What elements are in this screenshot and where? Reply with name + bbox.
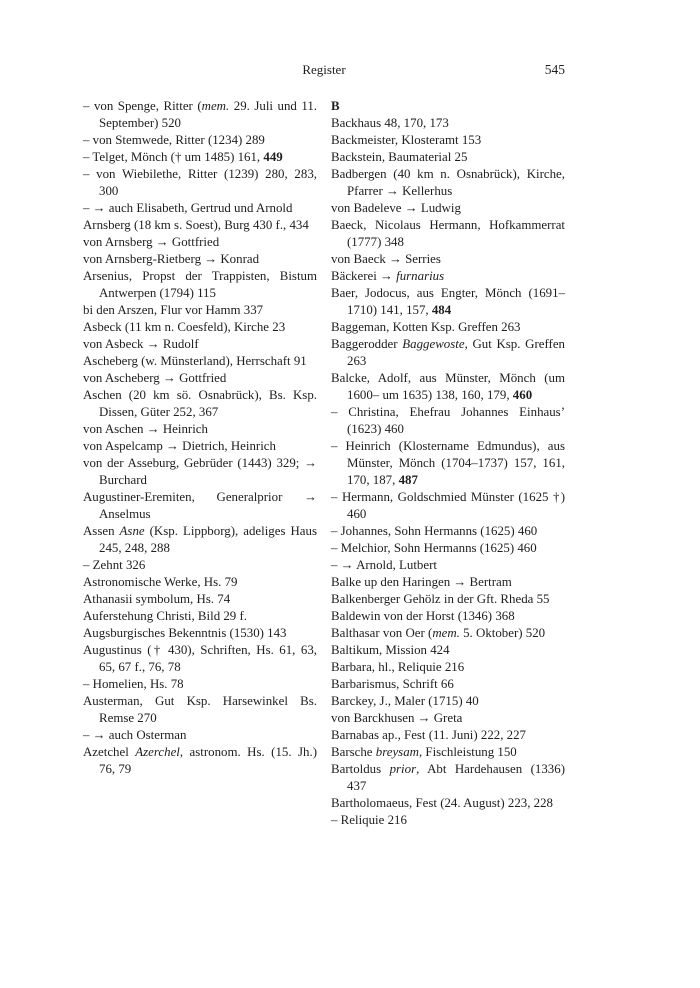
index-entry: Balkenberger Gehölz in der Gft. Rheda 55 (331, 592, 550, 606)
index-entry: – von Spenge, Ritter (mem. 29. Juli und 11. September) 520 (83, 99, 317, 130)
running-title: Register (302, 62, 346, 77)
index-entry: Baer, Jodocus, aus Engter, Mönch (1691–1710) 141, 157, 484 (331, 286, 565, 317)
index-entry: Auferstehung Christi, Bild 29 f. (83, 609, 247, 623)
index-entry: von Arnsberg → Gottfried (83, 235, 220, 249)
index-entry: Backmeister, Klosteramt 153 (331, 133, 482, 147)
index-entry: – Hermann, Goldschmied Münster (1625 †) 460 (331, 490, 565, 521)
index-entry: – Zehnt 326 (83, 558, 146, 572)
index-entry: Baggerodder Baggewoste, Gut Ksp. Greffen 263 (331, 337, 565, 368)
index-entry: Barbara, hl., Reliquie 216 (331, 660, 465, 674)
index-entry: – → auch Osterman (83, 728, 187, 742)
index-entry: Arnsberg (18 km s. Soest), Burg 430 f., 434 (83, 218, 309, 232)
index-entry: Assen Asne (Ksp. Lippborg), adeliges Haus 245, 248, 288 (83, 524, 317, 555)
index-entry: Baltikum, Mission 424 (331, 643, 450, 657)
index-entry: Baeck, Nicolaus Hermann, Hofkammerrat (1777) 348 (331, 218, 565, 249)
index-entry: Aschen (20 km sö. Osnabrück), Bs. Ksp. Dissen, Güter 252, 367 (83, 388, 317, 419)
index-entry: Balke up den Haringen → Bertram (331, 575, 512, 589)
index-entry: B (331, 99, 340, 113)
index-entry: – Johannes, Sohn Hermanns (1625) 460 (331, 524, 538, 538)
index-entry: Barbarismus, Schrift 66 (331, 677, 454, 691)
index-column-right (331, 98, 565, 829)
index-entry: – Heinrich (Klostername Edmundus), aus Münster, Mönch (1704–1737) 157, 161, 170, 187, 487 (331, 439, 565, 487)
index-entry: von Ascheberg → Gottfried (83, 371, 227, 385)
index-entry: Arsenius, Propst der Trappisten, Bistum Antwerpen (1794) 115 (83, 269, 317, 300)
index-entry: von Aspelcamp → Dietrich, Heinrich (83, 439, 276, 453)
index-entry: Baggeman, Kotten Ksp. Greffen 263 (331, 320, 521, 334)
index-entry: – Christina, Ehefrau Johannes Einhaus’ (1623) 460 (331, 405, 565, 436)
index-entry: Asbeck (11 km n. Coesfeld), Kirche 23 (83, 320, 286, 334)
index-entry: von Arnsberg-Rietberg → Konrad (83, 252, 260, 266)
index-entry: Bäckerei → furnarius (331, 269, 445, 283)
index-entry: – von Wiebilethe, Ritter (1239) 280, 283, 300 (83, 167, 317, 198)
index-entry: – Melchior, Sohn Hermanns (1625) 460 (331, 541, 537, 555)
index-entry: Athanasii symbolum, Hs. 74 (83, 592, 231, 606)
index-entry: – Reliquie 216 (331, 813, 407, 827)
index-entry: – Homelien, Hs. 78 (83, 677, 184, 691)
index-entry: Augustiner-Eremiten, Generalprior → Anselmus (83, 490, 317, 521)
index-entry: Austerman, Gut Ksp. Harsewinkel Bs. Remse 270 (83, 694, 317, 725)
index-entry: von Aschen → Heinrich (83, 422, 208, 436)
index-entry: Balcke, Adolf, aus Münster, Mönch (um 1600– um 1635) 138, 160, 179, 460 (331, 371, 565, 402)
index-entry: Ascheberg (w. Münsterland), Herrschaft 91 (83, 354, 307, 368)
index-entry: von Baeck → Serries (331, 252, 441, 266)
index-entry: Augsburgisches Bekenntnis (1530) 143 (83, 626, 287, 640)
index-entry: – → Arnold, Lutbert (331, 558, 437, 572)
index-entry: Astronomische Werke, Hs. 79 (83, 575, 238, 589)
index-entry: von der Asseburg, Gebrüder (1443) 329; → Burchard (83, 456, 317, 487)
index-entry: Backhaus 48, 170, 173 (331, 116, 449, 130)
index-entry: Bartoldus prior, Abt Hardehausen (1336) 437 (331, 762, 565, 793)
index-entry: – → auch Elisabeth, Gertrud und Arnold (83, 201, 293, 215)
index-entry: Balthasar von Oer (mem. 5. Oktober) 520 (331, 626, 546, 640)
index-entry: Barckey, J., Maler (1715) 40 (331, 694, 479, 708)
index-entry: – Telget, Mönch († um 1485) 161, 449 (83, 150, 283, 164)
index-entry: Backstein, Baumaterial 25 (331, 150, 468, 164)
index-entry: Augustinus († 430), Schriften, Hs. 61, 63, 65, 67 f., 76, 78 (83, 643, 317, 674)
index-entry: Barnabas ap., Fest (11. Juni) 222, 227 (331, 728, 527, 742)
index-entry: Baldewin von der Horst (1346) 368 (331, 609, 515, 623)
index-entry: von Badeleve → Ludwig (331, 201, 461, 215)
index-entry: von Asbeck → Rudolf (83, 337, 199, 351)
page-number: 545 (544, 62, 565, 77)
index-entry: Barsche breysam, Fischleistung 150 (331, 745, 517, 759)
index-entry: von Barckhusen → Greta (331, 711, 463, 725)
index-column-left (83, 98, 317, 778)
index-entry: Badbergen (40 km n. Osnabrück), Kirche, Pfarrer → Kellerhus (331, 167, 565, 198)
index-entry: – von Stemwede, Ritter (1234) 289 (83, 133, 265, 147)
index-entry: bi den Arszen, Flur vor Hamm 337 (83, 303, 264, 317)
index-entry: Azetchel Azerchel, astronom. Hs. (15. Jh.) 76, 79 (83, 745, 317, 776)
index-entry: Bartholomaeus, Fest (24. August) 223, 228 (331, 796, 553, 810)
page-header (83, 62, 565, 82)
